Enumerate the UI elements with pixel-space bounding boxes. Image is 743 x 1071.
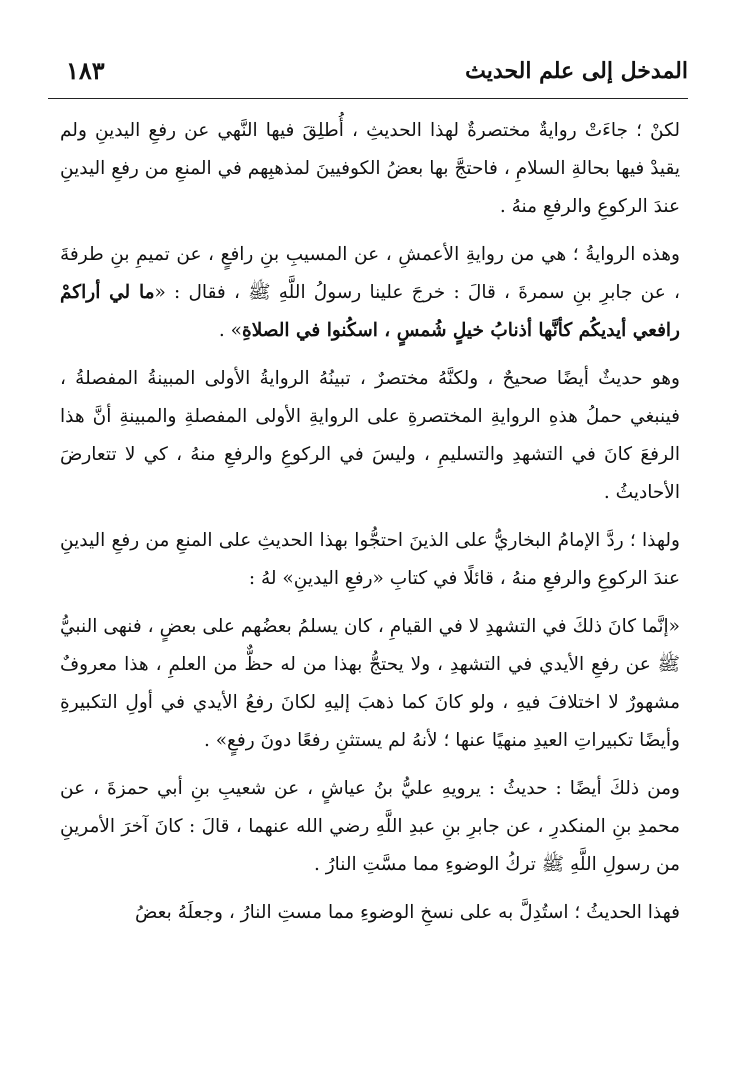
paragraph-text: فهذا الحديثُ ؛ استُدِلَّ به على نسخِ الوضوءِ مما مستِ النارُ ، وجعلَهُ بعضُ [134, 902, 680, 923]
paragraph [60, 770, 680, 884]
paragraph [60, 112, 680, 226]
paragraph-text: ومن ذلكَ أيضًا : حديثُ : يرويهِ عليُّ بنُ عياشٍ ، عن شعيبِ بنِ أبي حمزةَ ، عن محمدِ بنِ المنكدرِ ، عن جابرِ بنِ عبدِ اللَّهِ رضي الله عنهما ، قالَ : كانَ آخرَ الأمرينِ من رسولِ اللَّهِ ﷺ تركُ الوضوءِ مما مسَّتِ النارُ . [60, 778, 680, 875]
paragraph [60, 360, 680, 512]
paragraph [60, 522, 680, 598]
paragraph-text: لكنْ ؛ جاءَتْ روايةٌ مختصرةٌ لهذا الحديثِ ، أُطلِقَ فيها النَّهي عن رفعِ اليدينِ ولم يقيدْ فيها بحالةِ السلامِ ، فاحتجَّ بها بعضُ الكوفيينَ لمذهبِهم في المنعِ من رفعِ اليدينِ عندَ الركوعِ والرفعِ منهُ . [60, 120, 680, 217]
paragraph [60, 894, 680, 932]
quotation-paragraph [60, 608, 680, 760]
paragraph-text: وهو حديثٌ أيضًا صحيحٌ ، ولكنَّهُ مختصرٌ ، تبينُهُ الروايةُ الأولى المبينةُ المفصلةُ ، فينبغي حملُ هذهِ الروايةِ المختصرةِ على الروايةِ الأولى المفصلةِ والمبينةِ أنَّ هذا الرفعَ كانَ في التشهدِ والتسليمِ ، وليسَ في الركوعِ والرفعِ منهُ ، كي لا تتعارضَ الأحاديثُ . [60, 368, 680, 503]
running-title: المدخل إلى علم الحديث [465, 58, 688, 84]
page-header [48, 58, 688, 98]
paragraph-text: وهذه الروايةُ ؛ هي من روايةِ الأعمشِ ، عن المسيبِ بنِ رافعٍ ، عن تميمِ بنِ طرفةَ ، عن جابرِ بنِ سمرةَ ، قالَ : خرجَ علينا رسولُ اللَّهِ ﷺ ، فقال : « [60, 244, 680, 303]
paragraph-text: » . [218, 320, 243, 341]
page-number: ١٨٣ [66, 56, 105, 85]
hadith-text: ما لي أراكمْ رافعي أيديكُم كأنَّها أذنابُ خيلٍ شُمسٍ ، اسكُنوا في الصلاةِ [60, 282, 680, 341]
paragraph-text: «إنَّما كانَ ذلكَ في التشهدِ لا في القيامِ ، كان يسلمُ بعضُهم على بعضٍ ، فنهى النبيُّ ﷺ عن رفعِ الأيدي في التشهدِ ، ولا يحتجُّ بهذا من له حظٌّ من العلمِ ، هذا معروفٌ مشهورٌ لا اختلافَ فيهِ ، ولو كانَ كما ذهبَ إليهِ لكانَ رفعُ الأيدي في أولِ التكبيرةِ وأيضًا تكبيراتِ العيدِ منهيًا عنها ؛ لأنهُ لم يستثنِ رفعًا دونَ رفعٍ» . [60, 616, 680, 751]
page-body [60, 112, 680, 942]
paragraph [60, 236, 680, 350]
header-divider [48, 98, 688, 99]
paragraph-text: ولهذا ؛ ردَّ الإمامُ البخاريُّ على الذينَ احتجُّوا بهذا الحديثِ على المنعِ من رفعِ اليدينِ عندَ الركوعِ والرفعِ منهُ ، قائلًا في كتابِ «رفعِ اليدينِ» لهُ : [60, 530, 680, 589]
